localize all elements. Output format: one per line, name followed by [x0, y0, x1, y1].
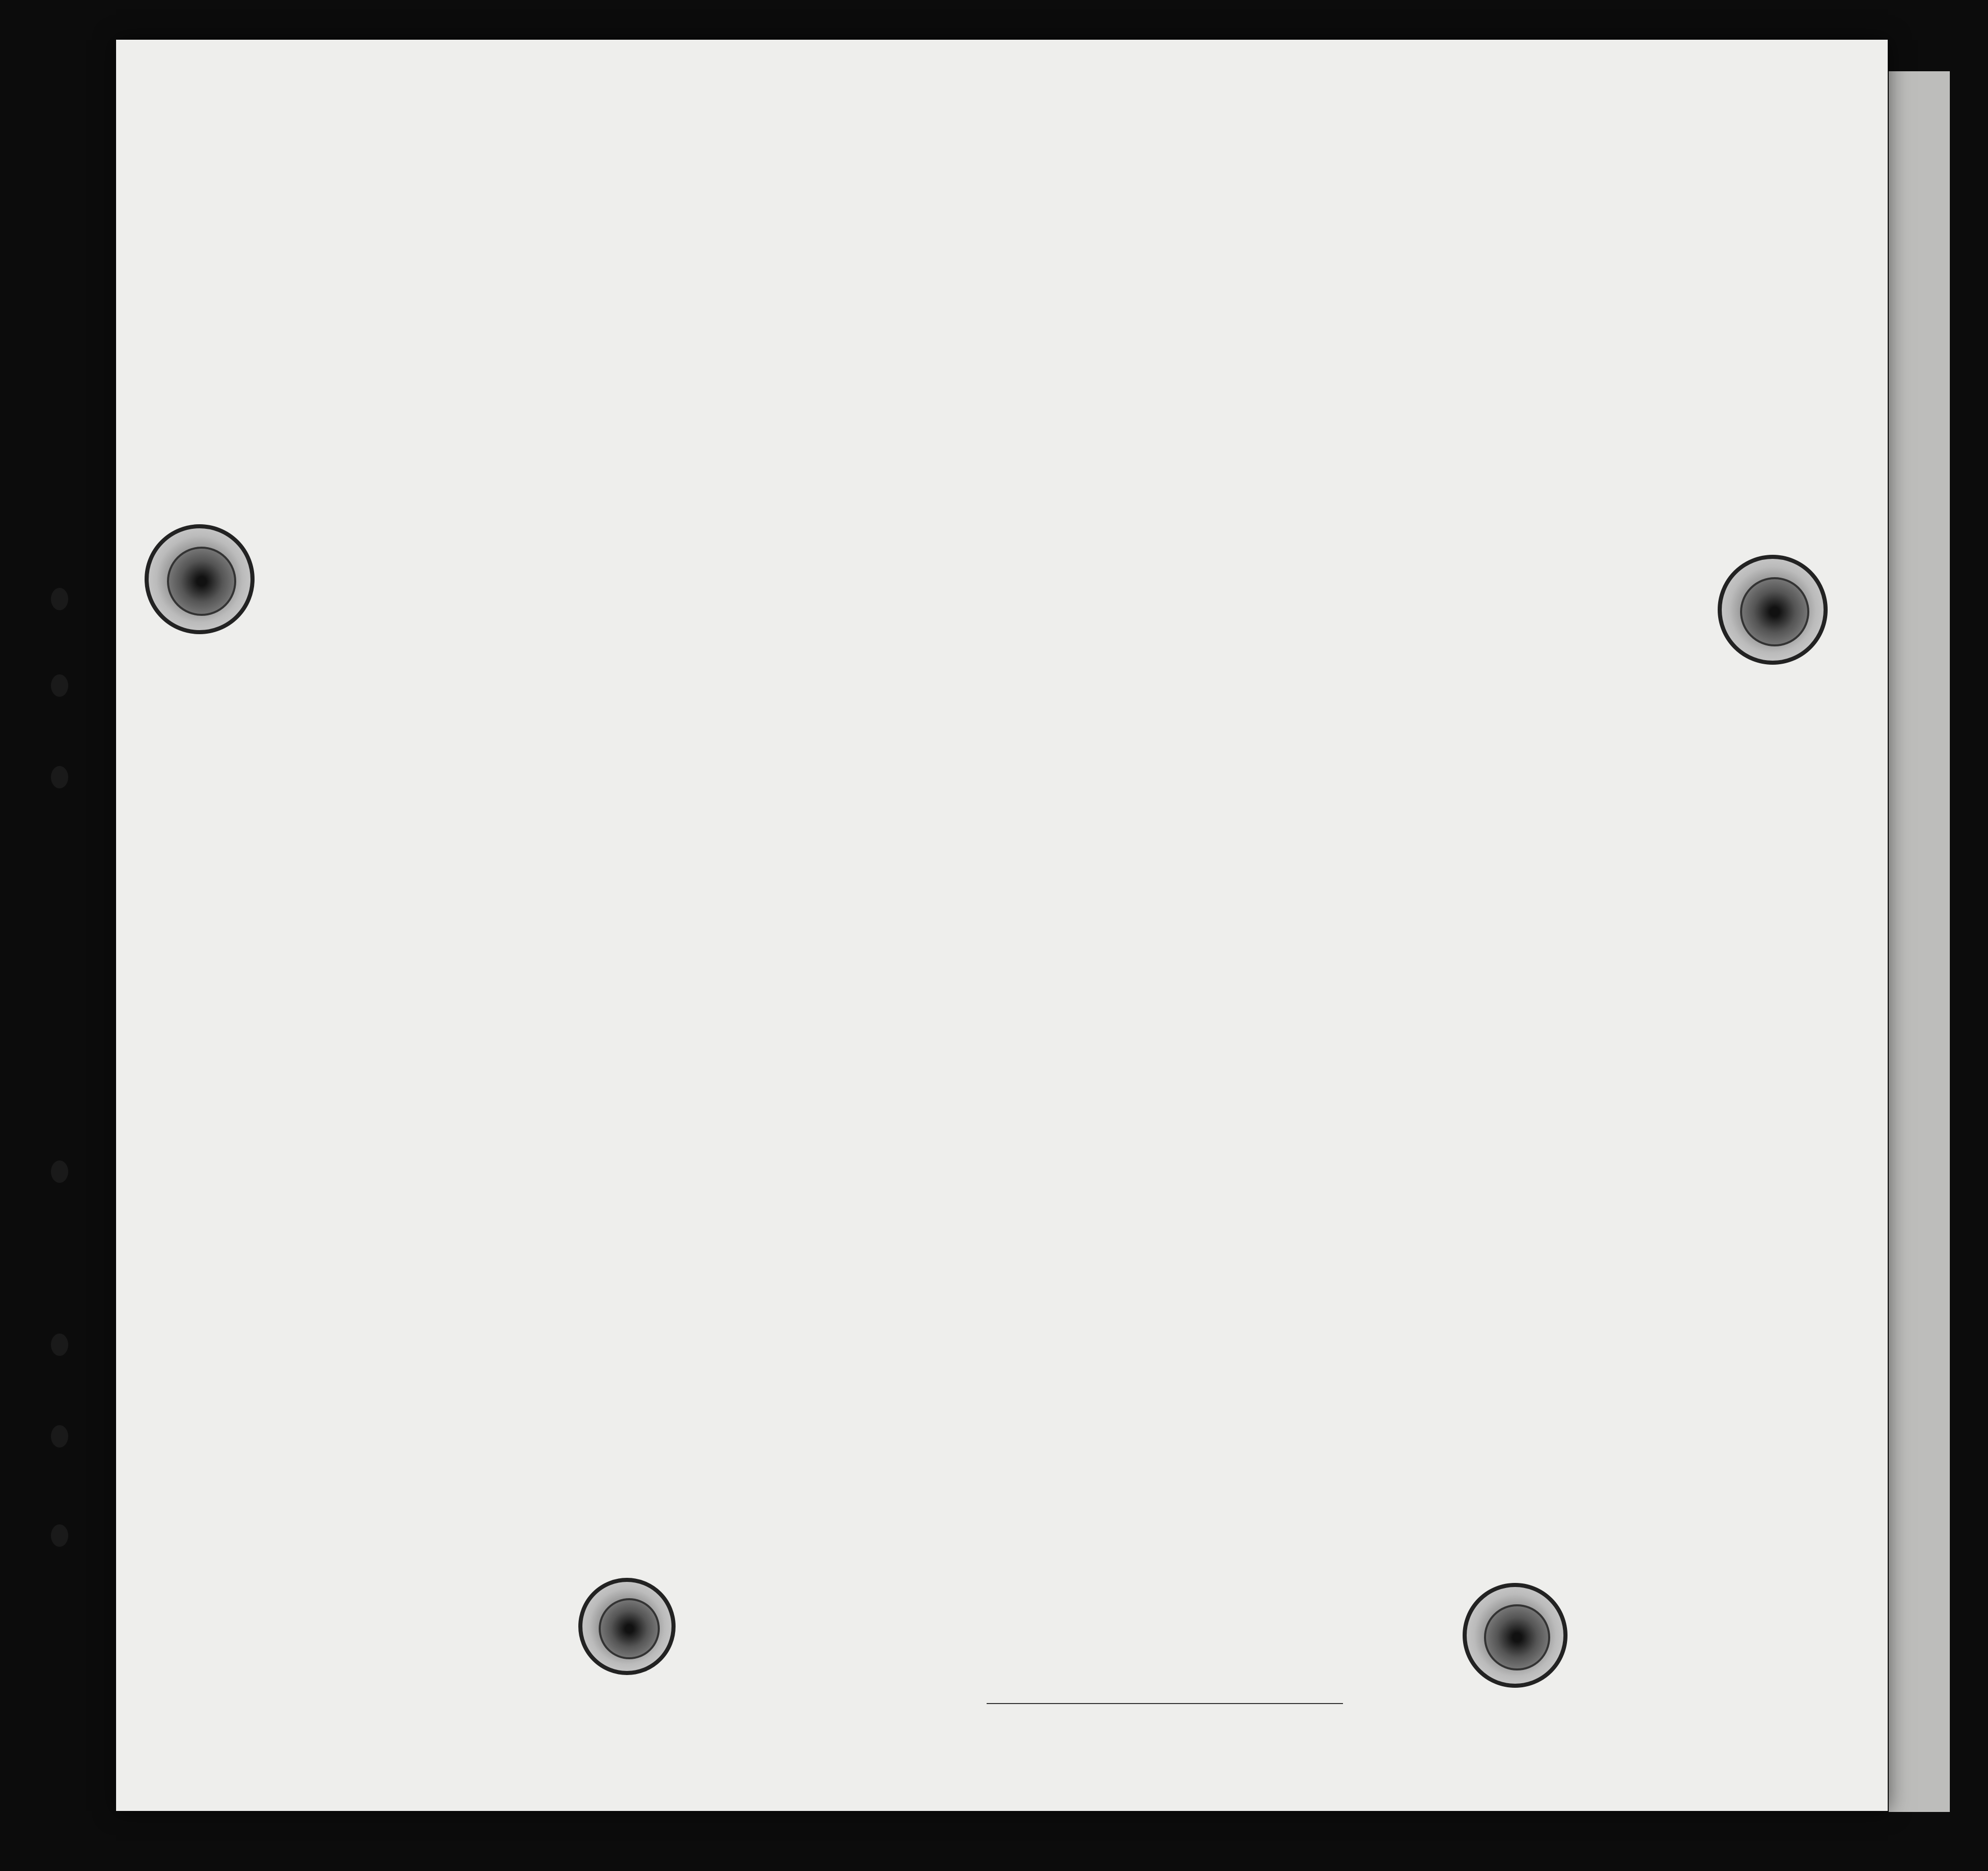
binder-hole	[51, 588, 68, 610]
official-seal-stamp	[578, 1578, 676, 1675]
binder-hole	[51, 766, 68, 788]
binder-hole	[51, 1334, 68, 1356]
official-seal-stamp	[145, 524, 255, 634]
binder-hole	[51, 674, 68, 697]
binder-hole	[51, 1160, 68, 1183]
table-grid	[116, 40, 1888, 1811]
inspector-signature-line	[987, 1703, 1343, 1704]
official-seal-stamp	[1718, 555, 1828, 665]
official-seal-stamp	[1463, 1583, 1567, 1688]
manifest-sheet	[116, 40, 1888, 1811]
underlying-sheet	[1889, 71, 1950, 1812]
binder-hole	[51, 1524, 68, 1547]
binder-hole	[51, 1425, 68, 1448]
